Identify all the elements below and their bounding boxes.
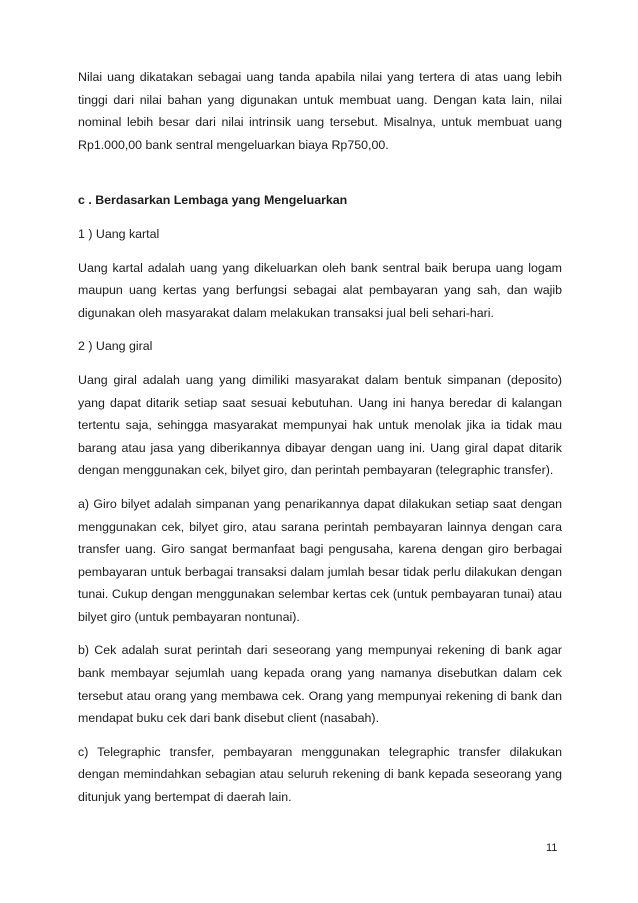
sub-item-b: b) Cek adalah surat perintah dari seseorang yang mempunyai rekening di bank agar bank membayar sejumlah uang kepada orang yang namanya disebutkan dalam cek tersebut atau orang yang membawa cek. Orang yang mempunyai rekening di bank dan mendapat buku cek dari bank disebut client (nasabah).	[78, 643, 562, 726]
paragraph-intro: Nilai uang dikatakan sebagai uang tanda apabila nilai yang tertera di atas uang lebih tinggi dari nilai bahan yang digunakan untuk membuat uang. Dengan kata lain, nilai nominal lebih besar dari nilai intrinsik uang tersebut. Misalnya, untuk membuat uang Rp1.000,00 bank sentral mengeluarkan biaya Rp750,00.	[78, 70, 562, 152]
section-heading: c . Berdasarkan Lembaga yang Mengeluarkan	[78, 193, 348, 208]
section-spacer	[78, 167, 562, 189]
item2-title: 2 ) Uang giral	[78, 339, 153, 354]
item2-text: Uang giral adalah uang yang dimiliki masyarakat dalam bentuk simpanan (deposito) yang dapat ditarik setiap saat sesuai kebutuhan. Uang ini hanya beredar di kalangan tertentu saja, sehingga masyarakat mempunyai hak untuk menolak jika ia tidak mau barang atau jasa yang diberikannya dibayar dengan uang ini. Uang giral dapat ditarik dengan menggunakan cek, bilyet giro, dan perintah pembayaran (telegraphic transfer).	[78, 372, 562, 478]
page-number: 11	[546, 842, 558, 854]
sub-item-c: c) Telegraphic transfer, pembayaran menggunakan telegraphic transfer dilakukan dengan memindahkan sebagian atau seluruh rekening di bank kepada seseorang yang ditunjuk yang bertempat di daerah lain.	[78, 744, 562, 805]
sub-item-a: a) Giro bilyet adalah simpanan yang penarikannya dapat dilakukan setiap saat dengan menggunakan cek, bilyet giro, atau sarana perintah pembayaran lainnya dengan cara transfer uang. Giro sangat bermanfaat bagi pengusaha, karena dengan giro berbagai pembayaran untuk berbagai transaksi dalam jumlah besar tidak perlu dilakukan dengan tunai. Cukup dengan menggunakan selembar kertas cek (untuk pembayaran tunai) atau bilyet giro (untuk pembayaran nontunai).	[78, 496, 562, 624]
item1-text: Uang kartal adalah uang yang dikeluarkan oleh bank sentral baik berupa uang logam maupun uang kertas yang berfungsi sebagai alat pembayaran yang sah, dan wajib digunakan oleh masyarakat dalam melakukan transaksi jual beli sehari-hari.	[78, 260, 562, 320]
document-body	[78, 66, 562, 820]
item1-title: 1 ) Uang kartal	[78, 226, 160, 241]
